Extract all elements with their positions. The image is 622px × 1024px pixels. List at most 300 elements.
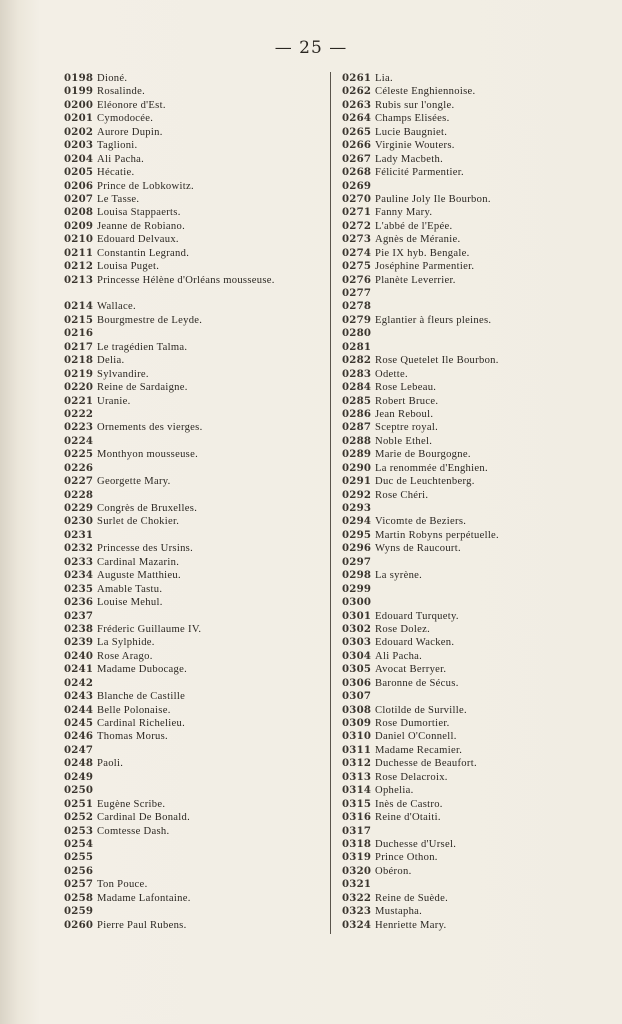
list-item	[342, 274, 592, 287]
entry-number: 0255	[64, 851, 94, 864]
list-item	[64, 314, 324, 327]
entry-name: Rubis sur l'ongle.	[375, 99, 455, 111]
entry-name: Robert Bruce.	[375, 395, 439, 407]
entry-number: 0235	[64, 582, 94, 595]
entry-number: 0324	[342, 918, 372, 931]
list-item	[64, 636, 324, 649]
entry-name: Clotilde de Surville.	[375, 704, 467, 716]
list-item	[342, 300, 592, 313]
list-item	[64, 435, 324, 448]
list-item	[342, 529, 592, 542]
list-item	[342, 314, 592, 327]
entry-number: 0293	[342, 502, 372, 514]
list-item	[342, 206, 592, 219]
entry-name: Fanny Mary.	[375, 207, 433, 219]
entry-name: L'abbé de l'Epée.	[375, 220, 453, 232]
entry-number: 0202	[64, 125, 94, 138]
list-item	[342, 354, 592, 367]
entry-name: Inès de Castro.	[375, 798, 443, 810]
list-item	[342, 421, 592, 434]
entry-number: 0201	[64, 112, 94, 125]
left-column	[64, 72, 324, 932]
entry-number: 0218	[64, 354, 94, 367]
entry-name: Fréderic Guillaume IV.	[97, 623, 202, 635]
entry-name: Reine de Suède.	[375, 892, 449, 904]
entry-number: 0254	[64, 837, 94, 850]
entry-number: 0258	[64, 891, 94, 904]
entry-number: 0310	[342, 730, 372, 743]
list-item	[64, 72, 324, 85]
entry-name: Bourgmestre de Leyde.	[97, 314, 203, 326]
list-item	[64, 865, 324, 878]
entry-number: 0209	[64, 219, 94, 232]
entry-number: 0305	[342, 663, 372, 676]
list-item	[64, 462, 324, 475]
list-item	[342, 448, 592, 461]
entry-name: Prince de Lobkowitz.	[97, 180, 194, 192]
list-item	[64, 475, 324, 488]
entry-name: Cymodocée.	[97, 113, 154, 125]
entry-number: 0283	[342, 367, 372, 380]
list-item	[64, 515, 324, 528]
entry-number: 0322	[342, 891, 372, 904]
list-item	[342, 247, 592, 260]
entry-name: Georgette Mary.	[97, 476, 171, 488]
list-item	[342, 730, 592, 743]
entry-number: 0309	[342, 717, 372, 729]
entry-name: Le Tasse.	[97, 193, 140, 205]
entry-number: 0210	[64, 233, 94, 246]
list-item	[64, 180, 324, 193]
entry-name: Pauline Joly Ile Bourbon.	[375, 193, 491, 205]
list-item	[64, 368, 324, 381]
entry-name: Congrès de Bruxelles.	[97, 503, 198, 515]
list-item	[342, 139, 592, 152]
entry-number: 0250	[64, 784, 94, 797]
entry-name: Eglantier à fleurs pleines.	[375, 314, 492, 326]
entry-number: 0264	[342, 112, 372, 125]
list-item	[342, 757, 592, 770]
entry-number: 0214	[64, 300, 94, 313]
entry-number: 0199	[64, 85, 94, 98]
entry-name: Pie IX hyb. Bengale.	[375, 247, 470, 259]
list-item	[342, 650, 592, 663]
entry-number: 0307	[342, 690, 372, 703]
list-item	[64, 395, 324, 408]
entry-name: Dioné.	[97, 73, 128, 84]
list-item	[342, 704, 592, 717]
list-item	[64, 139, 324, 152]
entry-number: 0292	[342, 488, 372, 501]
entry-number: 0229	[64, 502, 94, 515]
list-item	[342, 905, 592, 918]
entry-name: Edouard Wacken.	[375, 637, 455, 649]
entry-number: 0217	[64, 340, 94, 353]
entry-name: Prince Othon.	[375, 852, 438, 864]
list-item	[64, 569, 324, 582]
list-item	[342, 489, 592, 502]
page-number: — 25 —	[274, 38, 348, 58]
entry-number: 0242	[64, 676, 94, 689]
list-item	[64, 354, 324, 367]
entry-name: Lady Macbeth.	[375, 153, 444, 165]
entry-name: Martin Robyns perpétuelle.	[375, 529, 500, 541]
entry-name: Eléonore d'Est.	[97, 99, 166, 111]
entry-name: Taglioni.	[97, 140, 138, 152]
entry-name: Rose Dumortier.	[375, 718, 450, 729]
entry-name: Rose Chéri.	[375, 489, 429, 501]
entry-name: Blanche de Castille	[97, 691, 186, 703]
entry-name: La renommée d'Enghien.	[375, 462, 488, 474]
list-item	[342, 85, 592, 98]
entry-name: Louisa Stappaerts.	[97, 207, 181, 219]
entry-number: 0234	[64, 569, 94, 582]
list-item	[64, 825, 324, 838]
entry-name: Amable Tastu.	[97, 583, 163, 595]
entry-number: 0207	[64, 192, 94, 205]
entry-name: Constantin Legrand.	[97, 247, 190, 259]
entry-name: Edouard Delvaux.	[97, 234, 179, 246]
list-item	[342, 865, 592, 878]
list-item	[342, 838, 592, 851]
list-item	[64, 421, 324, 434]
list-item	[342, 220, 592, 233]
entry-name: Sylvandire.	[97, 368, 149, 380]
entry-number: 0253	[64, 824, 94, 837]
list-item	[64, 610, 324, 623]
list-item	[342, 542, 592, 555]
entry-name: Jeanne de Robiano.	[97, 220, 186, 232]
entry-name: Wallace.	[97, 301, 136, 313]
entry-name: Delia.	[97, 355, 125, 367]
list-item	[342, 341, 592, 354]
entry-name: Planète Leverrier.	[375, 274, 456, 286]
entry-number: 0266	[342, 139, 372, 152]
list-item	[342, 112, 592, 125]
list-item	[342, 583, 592, 596]
entry-number: 0313	[342, 770, 372, 783]
entry-name: Obéron.	[375, 865, 412, 877]
entry-number: 0246	[64, 730, 94, 743]
entry-name: Agnès de Méranie.	[375, 234, 461, 246]
list-item	[342, 287, 592, 300]
list-item	[64, 260, 324, 273]
list-item	[64, 583, 324, 596]
list-item	[64, 838, 324, 851]
entry-number: 0215	[64, 313, 94, 326]
entry-name: Marie de Bourgogne.	[375, 449, 471, 461]
entry-name: Uranie.	[97, 395, 131, 407]
entry-number: 0257	[64, 878, 94, 891]
list-item	[64, 542, 324, 555]
entry-number: 0314	[342, 784, 372, 797]
list-item	[64, 166, 324, 179]
entry-name: Duchesse de Beaufort.	[375, 758, 477, 770]
entry-name: Eugène Scribe.	[97, 798, 166, 810]
entry-number: 0301	[342, 609, 372, 622]
entry-name: La Sylphide.	[97, 637, 155, 649]
list-item	[64, 381, 324, 394]
entry-number: 0248	[64, 757, 94, 770]
list-item	[64, 327, 324, 340]
entry-number: 0216	[64, 327, 94, 340]
entry-name: Lia.	[375, 73, 393, 84]
list-item	[342, 502, 592, 515]
entry-number: 0231	[64, 528, 94, 541]
entry-name: Ali Pacha.	[375, 650, 423, 662]
entry-name: Louisa Puget.	[97, 261, 160, 273]
entry-name: Reine d'Otaiti.	[375, 812, 441, 824]
list-item	[342, 892, 592, 905]
entry-number: 0228	[64, 488, 94, 501]
entry-name: Aurore Dupin.	[97, 126, 163, 138]
entry-name: Rose Lebeau.	[375, 382, 437, 394]
entry-number: 0212	[64, 260, 94, 273]
entry-name: Duc de Leuchtenberg.	[375, 476, 475, 488]
entry-number: 0220	[64, 381, 94, 394]
entry-name: Rose Quetelet Ile Bourbon.	[375, 355, 499, 367]
entry-name: Princesse Hélène d'Orléans mousseuse.	[97, 274, 275, 286]
entry-number: 0323	[342, 905, 372, 918]
list-item	[64, 919, 324, 932]
list-item	[64, 650, 324, 663]
entry-number: 0287	[342, 421, 372, 434]
list-item	[64, 905, 324, 918]
entry-name: Hécatie.	[97, 167, 135, 179]
entry-name: Belle Polonaise.	[97, 704, 171, 716]
entry-number: 0237	[64, 609, 94, 622]
entry-name: Edouard Turquety.	[375, 610, 459, 622]
entry-number: 0295	[342, 528, 372, 541]
list-item	[64, 690, 324, 703]
entry-number: 0241	[64, 663, 94, 676]
entry-number: 0265	[342, 125, 372, 138]
list-item	[342, 515, 592, 528]
list-item	[342, 408, 592, 421]
list-item	[64, 206, 324, 219]
entry-name: Baronne de Sécus.	[375, 677, 459, 689]
list-item	[342, 556, 592, 569]
entry-number: 0318	[342, 837, 372, 850]
list-item	[64, 220, 324, 233]
entry-number: 0308	[342, 703, 372, 716]
list-item	[64, 341, 324, 354]
entry-number: 0294	[342, 515, 372, 528]
list-item	[64, 623, 324, 636]
entry-number: 0245	[64, 717, 94, 730]
entry-number: 0272	[342, 219, 372, 232]
entry-name: Auguste Matthieu.	[97, 570, 181, 582]
entry-number: 0238	[64, 622, 94, 635]
entry-number: 0226	[64, 461, 94, 474]
entry-number: 0262	[342, 85, 372, 98]
list-item	[342, 784, 592, 797]
entry-number: 0278	[342, 300, 372, 313]
list-item	[64, 757, 324, 770]
list-item	[64, 771, 324, 784]
list-item	[64, 744, 324, 757]
list-item	[342, 126, 592, 139]
list-item	[64, 663, 324, 676]
entry-number: 0312	[342, 757, 372, 770]
list-item	[64, 126, 324, 139]
entry-name: Monthyon mousseuse.	[97, 449, 199, 461]
entry-name: Virginie Wouters.	[375, 140, 455, 152]
list-item	[342, 260, 592, 273]
entry-number: 0302	[342, 622, 372, 635]
list-item	[64, 489, 324, 502]
list-item	[64, 556, 324, 569]
list-item	[342, 193, 592, 206]
entry-name: Avocat Berryer.	[375, 664, 447, 676]
list-item	[342, 475, 592, 488]
entry-name: Rose Arago.	[97, 650, 153, 662]
entry-name: Ophelia.	[375, 785, 414, 797]
list-item	[342, 153, 592, 166]
entry-number: 0236	[64, 596, 94, 609]
column-divider	[330, 72, 331, 934]
entry-number: 0269	[342, 179, 372, 192]
entry-number: 0288	[342, 434, 372, 447]
list-item	[342, 798, 592, 811]
entry-name: Duchesse d'Ursel.	[375, 838, 457, 850]
entry-number: 0300	[342, 596, 372, 609]
entry-name: Champs Elisées.	[375, 113, 450, 125]
entry-number: 0320	[342, 864, 372, 877]
entry-number: 0239	[64, 636, 94, 649]
entry-number: 0282	[342, 354, 372, 367]
entry-number: 0317	[342, 824, 372, 837]
list-item	[342, 663, 592, 676]
entry-number: 0244	[64, 703, 94, 716]
entry-number: 0279	[342, 313, 372, 326]
entry-number: 0260	[64, 918, 94, 931]
entry-name: Louise Mehul.	[97, 597, 163, 609]
entry-number: 0206	[64, 179, 94, 192]
entry-name: Cardinal Richelieu.	[97, 718, 186, 730]
entry-name: La syrène.	[375, 570, 423, 582]
entry-name: Henriette Mary.	[375, 919, 447, 931]
entry-number: 0268	[342, 166, 372, 179]
list-item	[64, 99, 324, 112]
entry-number: 0286	[342, 407, 372, 420]
entry-number: 0256	[64, 864, 94, 877]
entry-number: 0230	[64, 515, 94, 528]
entry-number: 0311	[342, 743, 372, 756]
list-item	[342, 636, 592, 649]
list-item	[342, 623, 592, 636]
list-item	[64, 153, 324, 166]
entry-number: 0303	[342, 636, 372, 649]
list-item	[64, 300, 324, 313]
list-item	[342, 610, 592, 623]
entry-number: 0261	[342, 72, 372, 84]
list-item	[342, 744, 592, 757]
entry-number: 0252	[64, 811, 94, 824]
entry-number: 0224	[64, 434, 94, 447]
entry-number: 0270	[342, 192, 372, 205]
entry-number: 0247	[64, 743, 94, 756]
list-item	[64, 717, 324, 730]
entry-name: Paoli.	[97, 758, 124, 770]
entry-name: Le tragédien Talma.	[97, 341, 188, 353]
entry-number: 0306	[342, 676, 372, 689]
list-item	[64, 112, 324, 125]
list-item	[342, 569, 592, 582]
entry-number: 0259	[64, 905, 94, 918]
list-item	[64, 730, 324, 743]
entry-number: 0321	[342, 878, 372, 891]
entry-number: 0290	[342, 461, 372, 474]
entry-number: 0251	[64, 797, 94, 810]
entry-name: Surlet de Chokier.	[97, 516, 180, 528]
entry-name: Lucie Baugniet.	[375, 126, 448, 138]
entry-number: 0233	[64, 555, 94, 568]
entry-name: Vicomte de Beziers.	[375, 516, 467, 528]
entry-name: Rosalinde.	[97, 86, 146, 98]
entry-number: 0304	[342, 649, 372, 662]
entry-name: Félicité Parmentier.	[375, 167, 464, 179]
entry-name: Madame Dubocage.	[97, 664, 188, 676]
entry-number: 0276	[342, 273, 372, 286]
entry-number: 0285	[342, 394, 372, 407]
list-item	[342, 395, 592, 408]
list-item	[342, 851, 592, 864]
entry-number: 0298	[342, 569, 372, 582]
entry-number: 0289	[342, 448, 372, 461]
entry-name: Madame Lafontaine.	[97, 892, 191, 904]
list-item	[342, 811, 592, 824]
entry-number: 0319	[342, 851, 372, 864]
entry-name: Pierre Paul Rubens.	[97, 919, 187, 931]
list-item	[64, 878, 324, 891]
list-item	[342, 677, 592, 690]
entry-name: Céleste Enghiennoise.	[375, 86, 476, 98]
list-item	[342, 825, 592, 838]
list-item	[64, 408, 324, 421]
entry-name: Reine de Sardaigne.	[97, 382, 188, 394]
entry-name: Sceptre royal.	[375, 422, 439, 434]
entry-number: 0296	[342, 542, 372, 555]
entry-number: 0263	[342, 98, 372, 111]
entry-number: 0316	[342, 811, 372, 824]
entry-number: 0297	[342, 555, 372, 568]
list-item	[342, 327, 592, 340]
list-item	[342, 919, 592, 932]
entry-name: Rose Dolez.	[375, 623, 431, 635]
list-item	[64, 677, 324, 690]
entry-number: 0291	[342, 475, 372, 488]
entry-number: 0219	[64, 367, 94, 380]
list-item	[342, 717, 592, 730]
list-item	[64, 85, 324, 98]
list-item	[342, 72, 592, 85]
entry-number: 0299	[342, 582, 372, 595]
entry-name: Mustapha.	[375, 906, 423, 918]
entry-number: 0225	[64, 448, 94, 461]
list-item	[342, 99, 592, 112]
entry-number: 0240	[64, 649, 94, 662]
entry-number: 0273	[342, 233, 372, 246]
entry-number: 0277	[342, 287, 372, 299]
list-item	[64, 193, 324, 206]
entry-number: 0275	[342, 260, 372, 273]
list-item	[64, 274, 324, 301]
entry-number: 0205	[64, 166, 94, 179]
entry-number: 0281	[342, 340, 372, 353]
entry-number: 0223	[64, 421, 94, 434]
list-item	[64, 704, 324, 717]
